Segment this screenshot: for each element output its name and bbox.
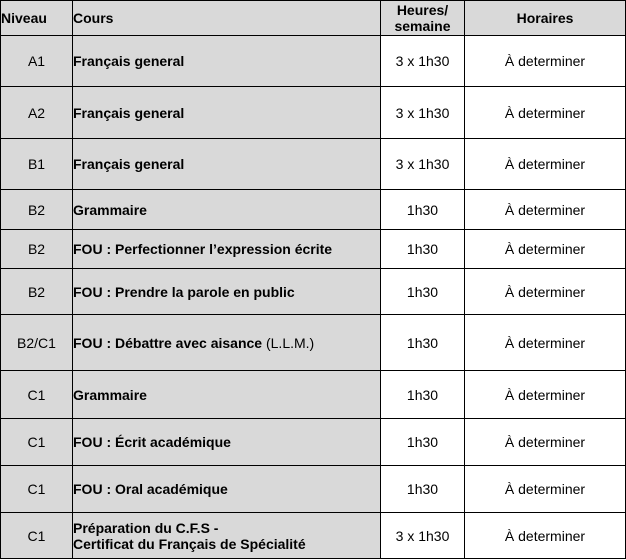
cell-niveau: B2/C1: [1, 315, 73, 371]
cell-niveau: B1: [1, 139, 73, 190]
cell-cours: [73, 87, 381, 139]
cours-title: FOU : Perfectionner l’expression écrite: [73, 241, 333, 257]
table-row: [1, 87, 626, 139]
cours-note: (L.L.M.): [262, 334, 315, 351]
cell-heures: 1h30: [381, 466, 465, 513]
cours-title: Français general: [73, 104, 185, 121]
cell-cours: [73, 36, 381, 87]
cell-heures: 3 x 1h30: [381, 513, 465, 559]
cell-cours: [73, 315, 381, 371]
table-row: [1, 466, 626, 513]
cours-title: FOU : Écrit académique: [73, 434, 231, 450]
cell-horaires: À determiner: [465, 230, 626, 269]
cell-niveau: B2: [1, 190, 73, 230]
table-row: [1, 230, 626, 269]
cell-horaires: À determiner: [465, 269, 626, 315]
cell-horaires: À determiner: [465, 87, 626, 139]
cours-title: Français general: [73, 53, 185, 69]
cell-cours: [73, 466, 381, 513]
cell-horaires: À determiner: [465, 371, 626, 419]
table-row: [1, 513, 626, 559]
table-row: [1, 190, 626, 230]
cell-horaires: À determiner: [465, 139, 626, 190]
header-niveau: Niveau: [1, 1, 73, 36]
header-row: [1, 1, 626, 36]
cours-title: Français general: [73, 156, 185, 172]
cell-horaires: À determiner: [465, 190, 626, 230]
cours-title: FOU : Prendre la parole en public: [73, 283, 295, 300]
cours-title: FOU : Débattre avec aisance: [73, 334, 263, 351]
cell-heures: 3 x 1h30: [381, 139, 465, 190]
cours-title: Grammaire: [73, 201, 147, 218]
cell-niveau: C1: [1, 371, 73, 419]
cell-niveau: A2: [1, 87, 73, 139]
cours-title: FOU : Oral académique: [73, 481, 228, 497]
cours-title: Préparation du C.F.S -: [73, 519, 219, 536]
cell-cours: [73, 230, 381, 269]
cell-cours: [73, 371, 381, 419]
cell-heures: 1h30: [381, 230, 465, 269]
header-heures: [381, 1, 465, 36]
cell-cours: [73, 269, 381, 315]
cell-niveau: B2: [1, 230, 73, 269]
header-cours: Cours: [73, 1, 381, 36]
cell-niveau: C1: [1, 466, 73, 513]
cell-heures: 1h30: [381, 269, 465, 315]
cell-cours: [73, 139, 381, 190]
cell-cours: [73, 419, 381, 466]
cell-horaires: À determiner: [465, 466, 626, 513]
cell-horaires: À determiner: [465, 513, 626, 559]
cell-niveau: C1: [1, 513, 73, 559]
cell-niveau: C1: [1, 419, 73, 466]
cours-title: Grammaire: [73, 386, 147, 403]
cell-niveau: B2: [1, 269, 73, 315]
header-heures-line2: semaine: [394, 18, 451, 34]
cell-heures: 1h30: [381, 419, 465, 466]
table-row: [1, 36, 626, 87]
cours-title-line2: Certificat du Français de Spécialité: [73, 535, 306, 552]
table-row: [1, 315, 626, 371]
table-row: [1, 419, 626, 466]
cell-heures: 1h30: [381, 315, 465, 371]
table-row: [1, 139, 626, 190]
cell-heures: 1h30: [381, 190, 465, 230]
header-heures-line1: Heures/: [396, 2, 449, 18]
cell-cours: [73, 513, 381, 559]
cell-niveau: A1: [1, 36, 73, 87]
cell-horaires: À determiner: [465, 36, 626, 87]
cell-heures: 3 x 1h30: [381, 87, 465, 139]
table-row: [1, 269, 626, 315]
cell-horaires: À determiner: [465, 419, 626, 466]
header-horaires: Horaires: [465, 1, 626, 36]
cell-horaires: À determiner: [465, 315, 626, 371]
cell-heures: 1h30: [381, 371, 465, 419]
cell-heures: 3 x 1h30: [381, 36, 465, 87]
cell-cours: [73, 190, 381, 230]
table-row: [1, 371, 626, 419]
